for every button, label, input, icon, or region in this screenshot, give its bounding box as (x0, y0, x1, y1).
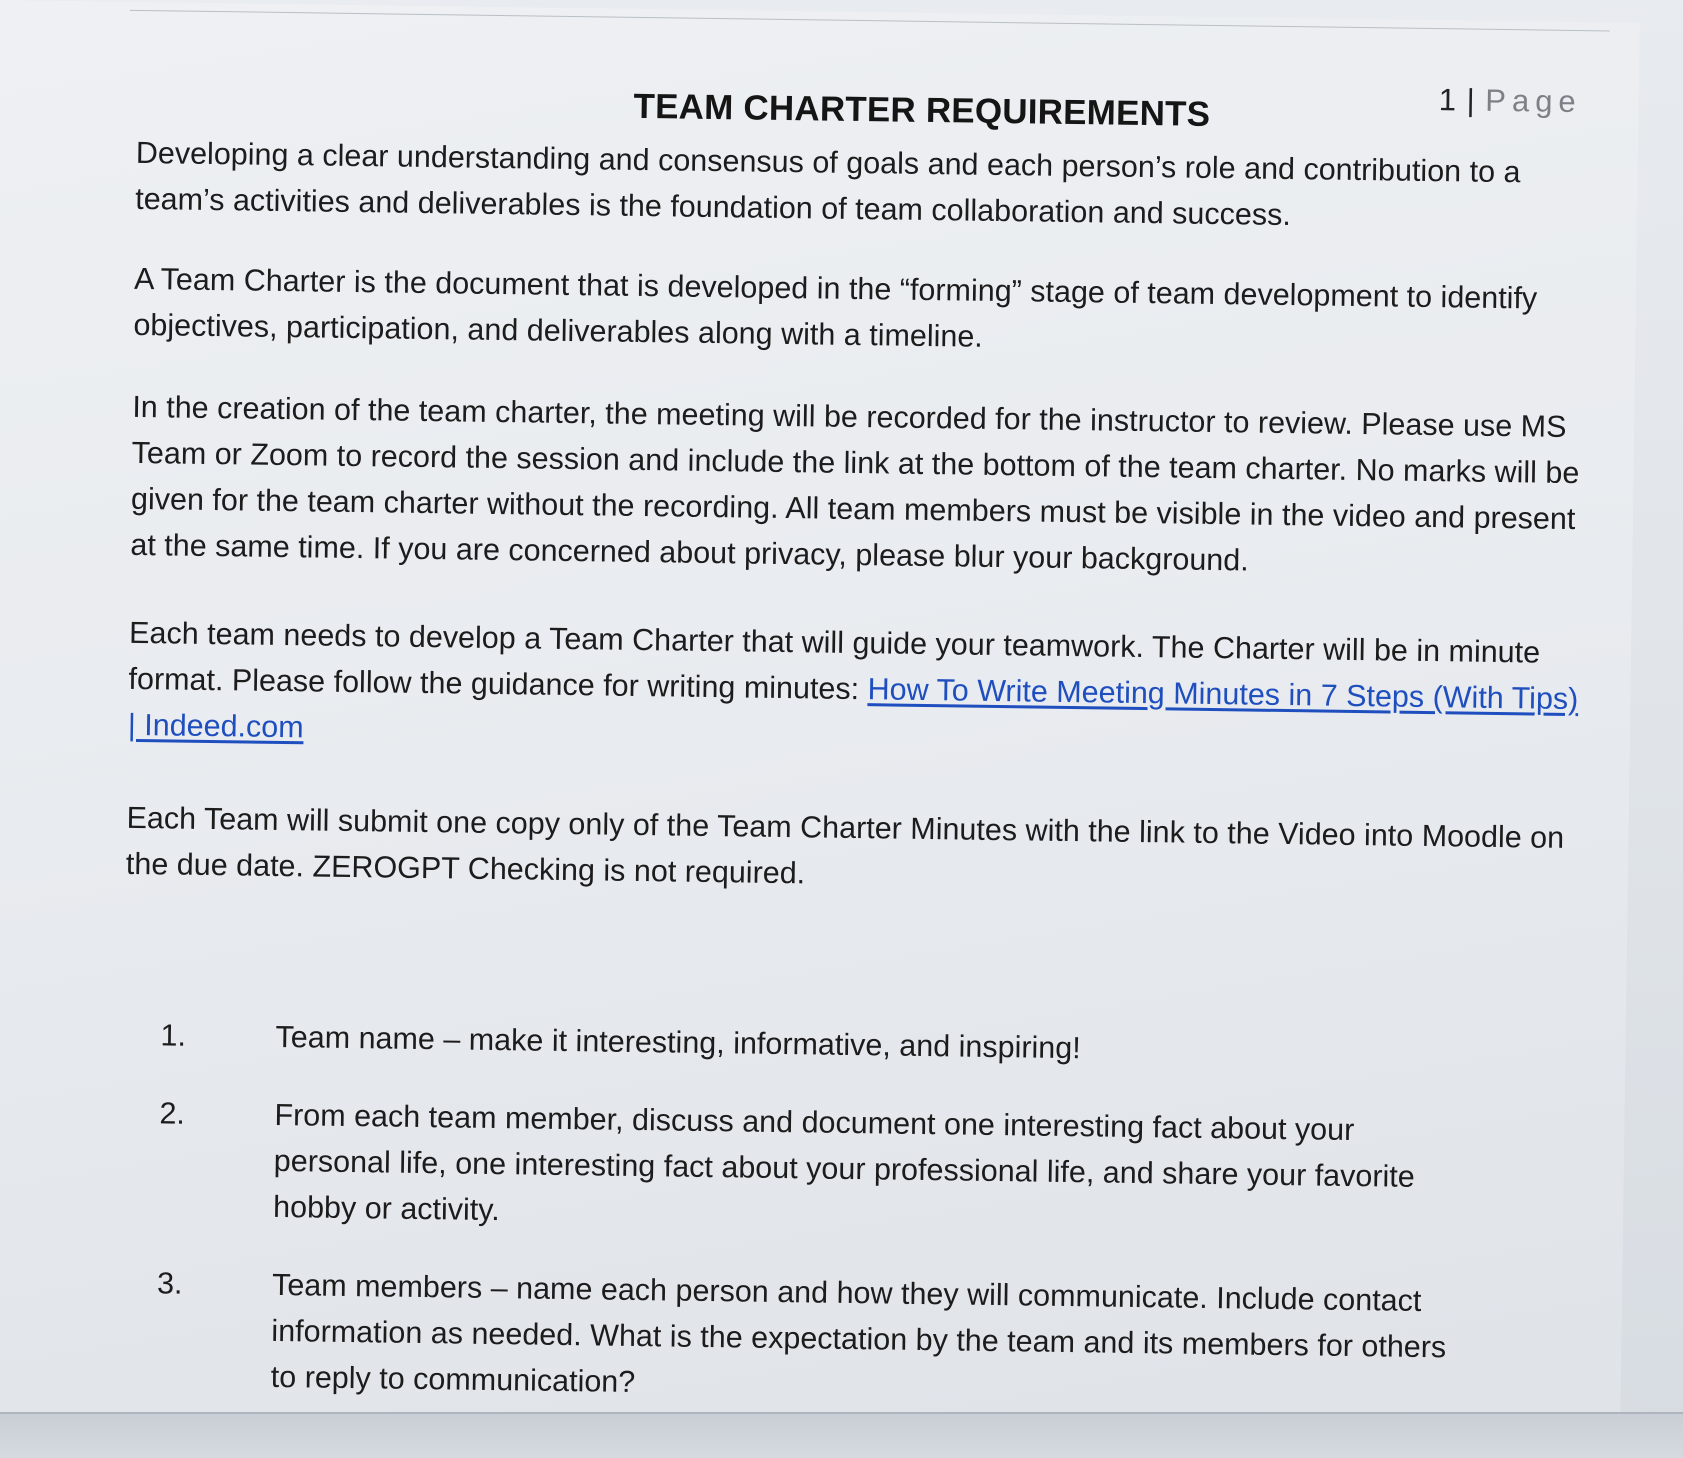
paragraph-minutes-format (128, 610, 1580, 768)
list-item-text: Team name – make it interesting, informative, and inspiring! (275, 1019, 1081, 1066)
list-item-text: From each team member, discuss and document one interesting fact about your personal life, one interesting fact about your professional life, and share your favorite hobby or activity. (272, 1097, 1415, 1228)
page-title: TEAM CHARTER REQUIREMENTS (633, 86, 1211, 134)
page-number (1438, 82, 1581, 120)
page-number-value: 1 (1438, 82, 1458, 118)
list-item-text: Team members – name each person and how they will communicate. Include contact information as needed. What is the expectation by the team and its members for others to reply to communication? (270, 1267, 1447, 1400)
page-number-separator: | (1466, 82, 1476, 118)
list-item (155, 1260, 1577, 1418)
paragraph-charter-definition: A Team Charter is the document that is developed in the “forming” stage of team development to identify objectives, participation, and deliverables along with a timeline. (133, 261, 1538, 354)
list-item-number: 1. (160, 1018, 187, 1053)
paragraph-submission: Each Team will submit one copy only of the Team Charter Minutes with the link to the Video into Moodle on the due date. ZEROGPT Checking is not required. (125, 800, 1565, 891)
header-rule (130, 10, 1610, 32)
list-item-number: 2. (159, 1096, 186, 1131)
paragraph-recording: In the creation of the team charter, the meeting will be recorded for the instructor to review. Please use MS Team or Zoom to record the session and include the link at the bottom of the team charter. No marks will be given for the team charter without the recording. All team members must be visible in the video and present at the same time. If you are concerned about privacy, please blur your background. (130, 389, 1580, 578)
page-number-word: Page (1485, 82, 1582, 120)
list-item (158, 1090, 1580, 1248)
paragraph-intro: Developing a clear understanding and consensus of goals and each person’s role and contribution to a team’s activities and deliverables is the foundation of team collaboration and success. (134, 135, 1521, 233)
list-item-number: 3. (156, 1266, 183, 1301)
requirements-list (155, 1012, 1581, 1450)
screen-bottom-edge (0, 1412, 1683, 1458)
indeed-minutes-link[interactable]: How To Write Meeting Minutes in 7 Steps (With Tips) | Indeed.com (127, 672, 1579, 745)
list-item (160, 1012, 1581, 1078)
paragraph-minutes-text: Each team needs to develop a Team Charter that will guide your teamwork. The Charter will be in minute format. Please follow the guidance for writing minutes: (128, 615, 1541, 707)
